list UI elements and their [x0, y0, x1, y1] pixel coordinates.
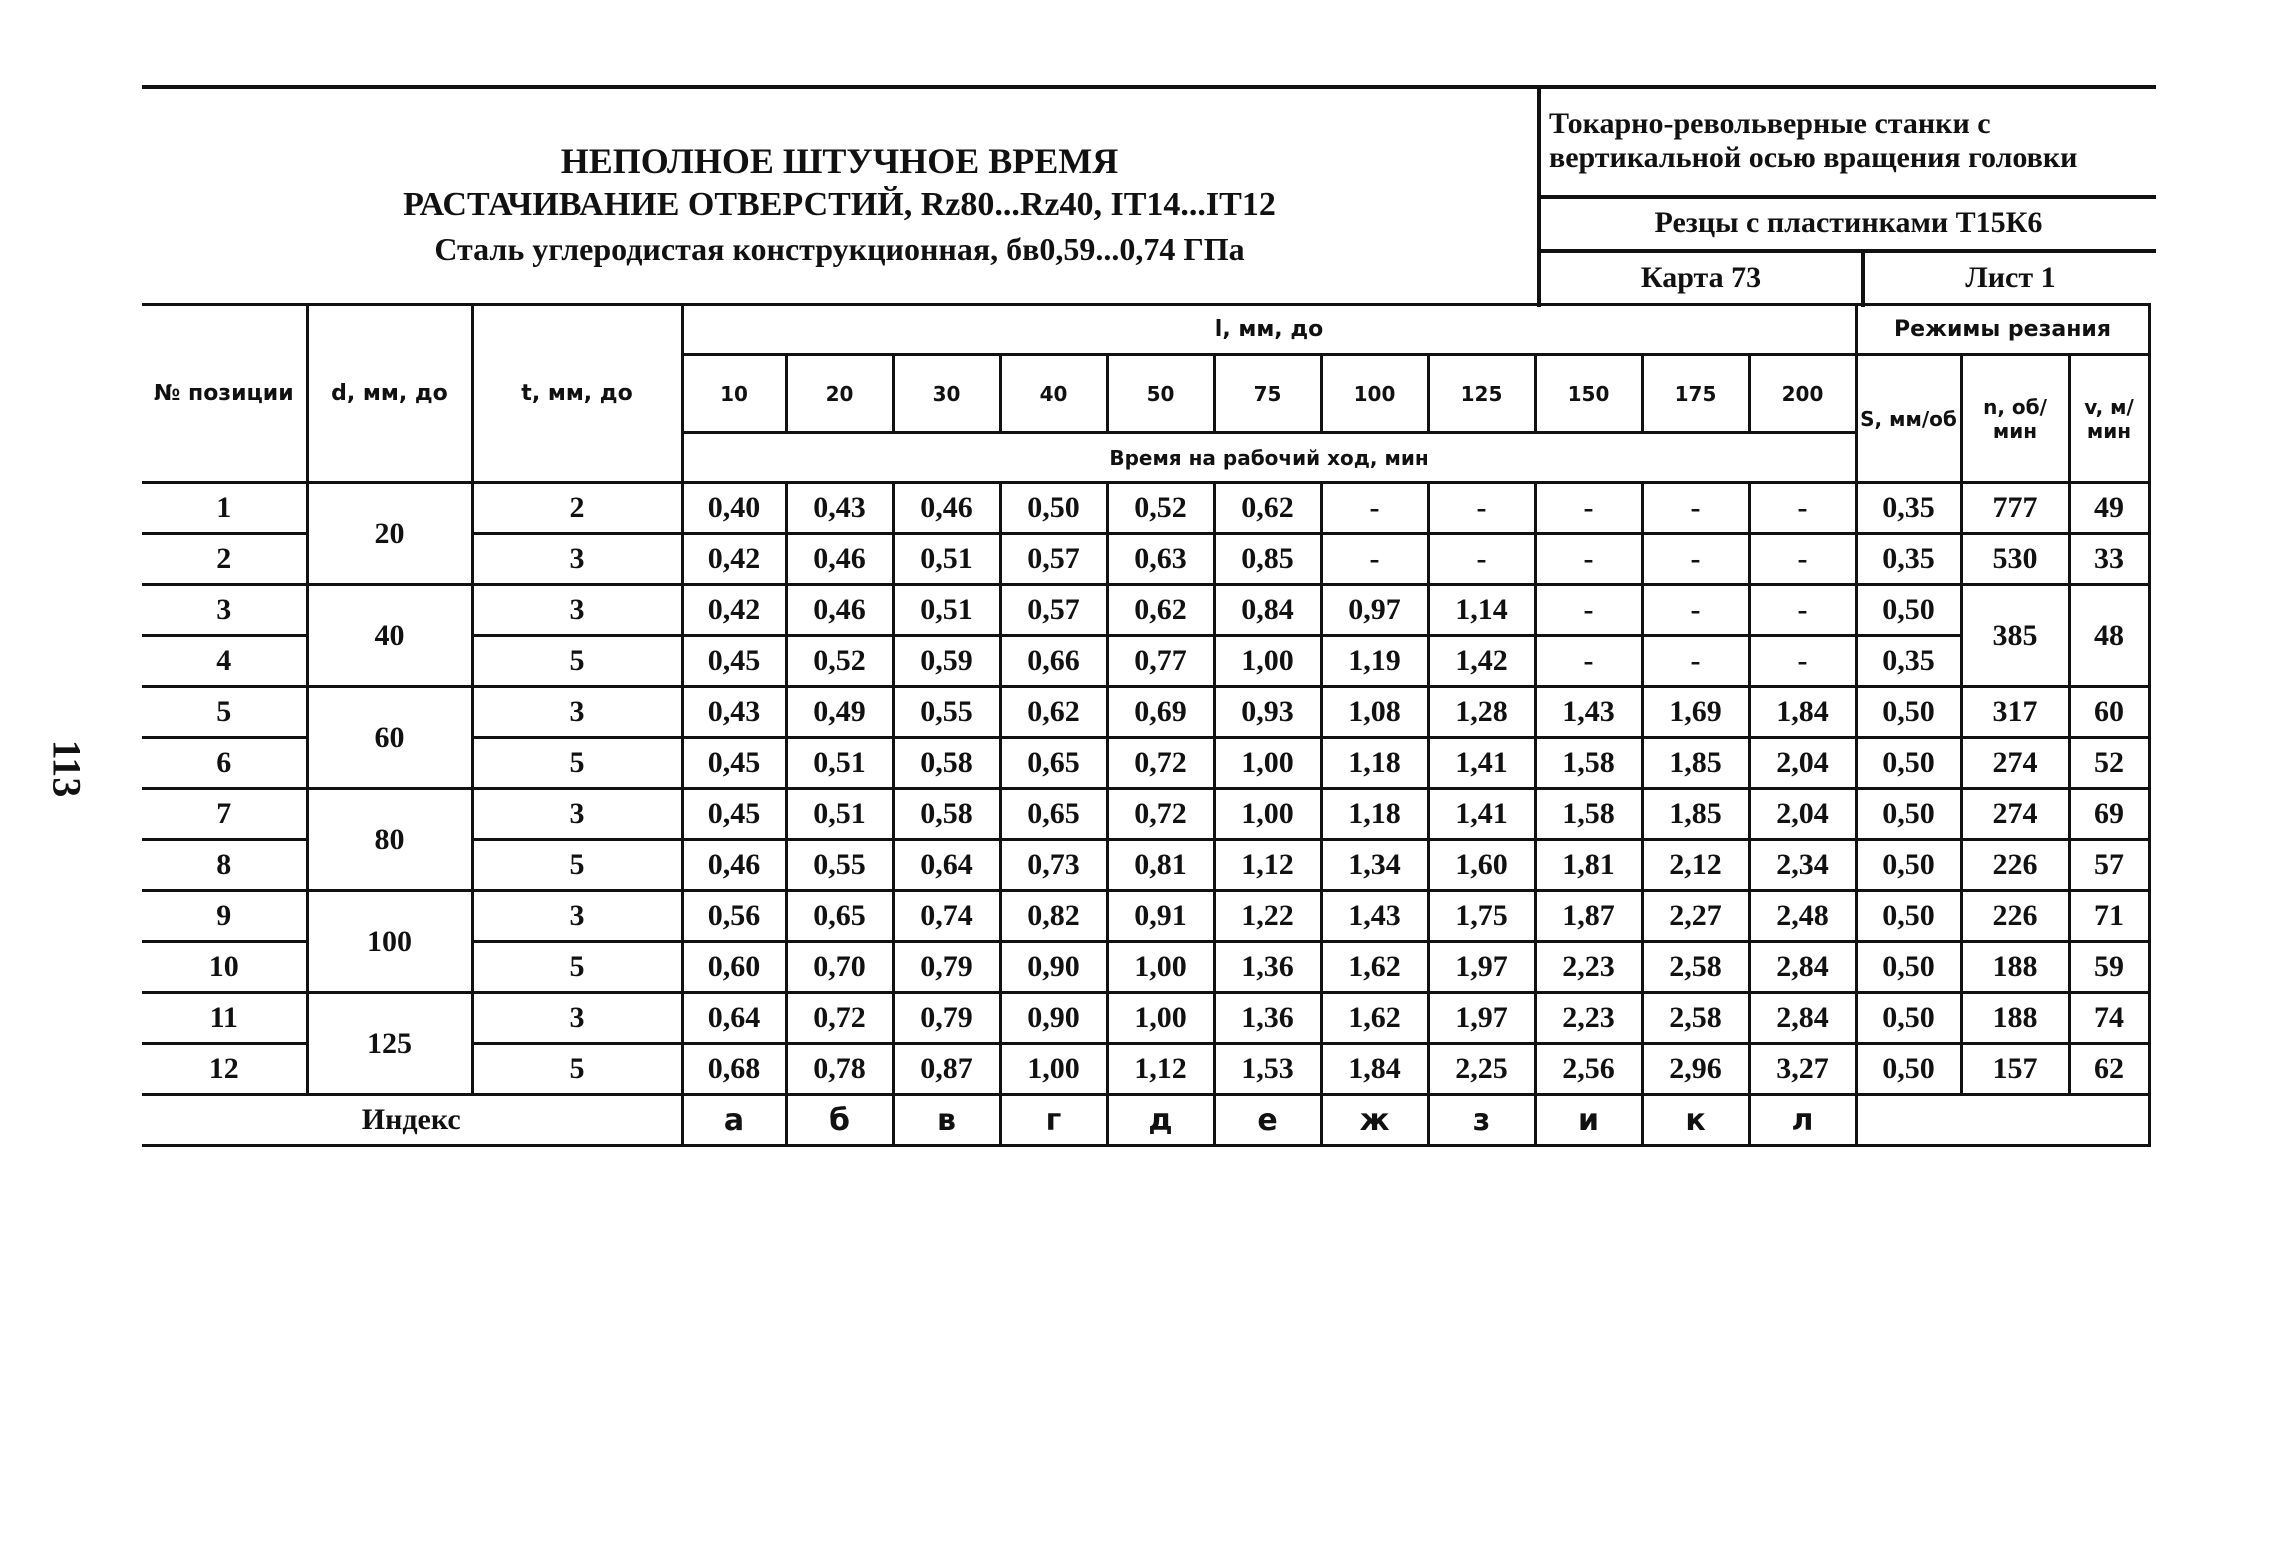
- time-cell: 2,58: [1642, 942, 1749, 993]
- time-cell: 2,27: [1642, 891, 1749, 942]
- table-row: [142, 687, 2149, 738]
- col-header-velocity: v, м/мин: [2069, 355, 2149, 483]
- time-cell: 0,74: [893, 891, 1000, 942]
- time-cell: 1,00: [1000, 1044, 1107, 1095]
- rpm-cell: 274: [1961, 738, 2069, 789]
- time-cell: 0,64: [893, 840, 1000, 891]
- time-cell: 0,97: [1321, 585, 1428, 636]
- index-cell: а: [682, 1095, 786, 1146]
- index-cell: в: [893, 1095, 1000, 1146]
- velocity-cell: 60: [2069, 687, 2149, 738]
- time-cell: 0,43: [682, 687, 786, 738]
- diameter-cell: 20: [307, 483, 472, 585]
- time-cell: 0,90: [1000, 942, 1107, 993]
- time-cell: 1,62: [1321, 942, 1428, 993]
- time-cell: 1,85: [1642, 738, 1749, 789]
- time-cell: -: [1749, 483, 1856, 534]
- feed-cell: 0,50: [1856, 738, 1961, 789]
- length-header-cell: 175: [1642, 355, 1749, 433]
- time-cell: 2,96: [1642, 1044, 1749, 1095]
- time-cell: 0,45: [682, 738, 786, 789]
- title-line-2: РАСТАЧИВАНИЕ ОТВЕРСТИЙ, Rz80...Rz40, IT14...IT12: [403, 186, 1276, 223]
- time-cell: 1,19: [1321, 636, 1428, 687]
- index-empty-cell: [1856, 1095, 2149, 1146]
- rpm-cell: 157: [1961, 1044, 2069, 1095]
- time-cell: 0,82: [1000, 891, 1107, 942]
- velocity-cell: 62: [2069, 1044, 2149, 1095]
- tool-type: Резцы с пластинками Т15К6: [1541, 199, 2156, 253]
- length-header-cell: 10: [682, 355, 786, 433]
- diameter-cell: 60: [307, 687, 472, 789]
- time-cell: 0,51: [893, 534, 1000, 585]
- time-cell: -: [1428, 534, 1535, 585]
- time-cell: 2,04: [1749, 789, 1856, 840]
- velocity-cell: 71: [2069, 891, 2149, 942]
- time-cell: 0,81: [1107, 840, 1214, 891]
- col-header-diameter: d, мм, до: [307, 305, 472, 483]
- time-cell: 0,57: [1000, 534, 1107, 585]
- position-cell: 3: [142, 585, 307, 636]
- time-cell: 0,57: [1000, 585, 1107, 636]
- card-number: Карта 73: [1541, 253, 1865, 307]
- time-cell: 1,69: [1642, 687, 1749, 738]
- time-cell: -: [1642, 585, 1749, 636]
- position-cell: 8: [142, 840, 307, 891]
- index-cell: ж: [1321, 1095, 1428, 1146]
- time-cell: 0,79: [893, 942, 1000, 993]
- position-cell: 2: [142, 534, 307, 585]
- time-cell: 2,48: [1749, 891, 1856, 942]
- time-cell: 0,78: [786, 1044, 893, 1095]
- col-header-depth: t, мм, до: [472, 305, 682, 483]
- rpm-cell: 385: [1961, 585, 2069, 687]
- index-cell: и: [1535, 1095, 1642, 1146]
- time-cell: 0,84: [1214, 585, 1321, 636]
- time-cell: 2,12: [1642, 840, 1749, 891]
- time-cell: 0,65: [1000, 789, 1107, 840]
- title-line-3: Сталь углеродистая конструкционная, бв0,59...0,74 ГПа: [434, 231, 1245, 267]
- time-cell: 0,55: [786, 840, 893, 891]
- side-info-block: [1537, 85, 2156, 307]
- index-cell: д: [1107, 1095, 1214, 1146]
- position-cell: 9: [142, 891, 307, 942]
- time-cell: 0,72: [1107, 789, 1214, 840]
- time-cell: 1,12: [1214, 840, 1321, 891]
- time-cell: 1,14: [1428, 585, 1535, 636]
- rpm-cell: 777: [1961, 483, 2069, 534]
- position-cell: 12: [142, 1044, 307, 1095]
- time-cell: 2,56: [1535, 1044, 1642, 1095]
- time-cell: 0,70: [786, 942, 893, 993]
- time-cell: 1,18: [1321, 738, 1428, 789]
- rpm-cell: 274: [1961, 789, 2069, 840]
- time-cell: 0,46: [682, 840, 786, 891]
- time-cell: 0,90: [1000, 993, 1107, 1044]
- table-row: [142, 789, 2149, 840]
- index-cell: л: [1749, 1095, 1856, 1146]
- time-cell: 0,65: [1000, 738, 1107, 789]
- velocity-cell: 69: [2069, 789, 2149, 840]
- time-cell: 1,00: [1107, 942, 1214, 993]
- time-cell: 1,43: [1535, 687, 1642, 738]
- time-cell: -: [1535, 483, 1642, 534]
- time-cell: 2,04: [1749, 738, 1856, 789]
- table-row: [142, 483, 2149, 534]
- table-row: [142, 585, 2149, 636]
- feed-cell: 0,50: [1856, 585, 1961, 636]
- time-cell: 0,72: [786, 993, 893, 1044]
- time-cell: 1,41: [1428, 789, 1535, 840]
- time-cell: 2,84: [1749, 942, 1856, 993]
- time-cell: 1,75: [1428, 891, 1535, 942]
- length-header-cell: 40: [1000, 355, 1107, 433]
- feed-cell: 0,50: [1856, 840, 1961, 891]
- feed-cell: 0,35: [1856, 636, 1961, 687]
- diameter-cell: 125: [307, 993, 472, 1095]
- position-cell: 10: [142, 942, 307, 993]
- velocity-cell: 52: [2069, 738, 2149, 789]
- page-number: 113: [44, 739, 90, 798]
- depth-cell: 3: [472, 993, 682, 1044]
- time-cell: 2,23: [1535, 993, 1642, 1044]
- time-cell: 0,62: [1000, 687, 1107, 738]
- depth-cell: 3: [472, 585, 682, 636]
- position-cell: 5: [142, 687, 307, 738]
- depth-cell: 3: [472, 534, 682, 585]
- time-cell: 0,52: [786, 636, 893, 687]
- length-header-cell: 200: [1749, 355, 1856, 433]
- time-cell: 0,79: [893, 993, 1000, 1044]
- time-cell: 0,63: [1107, 534, 1214, 585]
- time-cell: 1,00: [1107, 993, 1214, 1044]
- feed-cell: 0,50: [1856, 891, 1961, 942]
- length-header-cell: 100: [1321, 355, 1428, 433]
- time-cell: -: [1428, 483, 1535, 534]
- time-cell: -: [1642, 534, 1749, 585]
- time-cell: 0,65: [786, 891, 893, 942]
- time-cell: -: [1535, 636, 1642, 687]
- time-cell: 2,84: [1749, 993, 1856, 1044]
- time-cell: 1,36: [1214, 942, 1321, 993]
- time-cell: 0,59: [893, 636, 1000, 687]
- time-cell: 1,58: [1535, 789, 1642, 840]
- time-cell: 1,53: [1214, 1044, 1321, 1095]
- col-header-length: l, мм, до: [682, 305, 1856, 355]
- table-row: [142, 891, 2149, 942]
- col-header-feed: S, мм/об: [1856, 355, 1961, 483]
- length-header-cell: 50: [1107, 355, 1214, 433]
- diameter-cell: 80: [307, 789, 472, 891]
- time-cell: 0,68: [682, 1044, 786, 1095]
- time-cell: -: [1749, 534, 1856, 585]
- diameter-cell: 40: [307, 585, 472, 687]
- time-cell: 0,66: [1000, 636, 1107, 687]
- time-cell: 0,64: [682, 993, 786, 1044]
- time-cell: 3,27: [1749, 1044, 1856, 1095]
- machine-type: Токарно-револьверные станки с вертикальной осью вращения головки: [1541, 89, 2156, 199]
- time-cell: 0,56: [682, 891, 786, 942]
- time-cell: -: [1535, 534, 1642, 585]
- feed-cell: 0,35: [1856, 483, 1961, 534]
- title-line-1: НЕПОЛНОЕ ШТУЧНОЕ ВРЕМЯ: [560, 141, 1119, 181]
- position-cell: 7: [142, 789, 307, 840]
- rpm-cell: 226: [1961, 891, 2069, 942]
- col-header-position: № позиции: [142, 305, 307, 483]
- diameter-cell: 100: [307, 891, 472, 993]
- position-cell: 4: [142, 636, 307, 687]
- document-header: [142, 85, 2152, 303]
- col-header-speed-rpm: n, об/мин: [1961, 355, 2069, 483]
- time-cell: 0,87: [893, 1044, 1000, 1095]
- time-cell: -: [1749, 585, 1856, 636]
- time-cell: 0,51: [786, 738, 893, 789]
- time-cell: 0,42: [682, 585, 786, 636]
- velocity-cell: 48: [2069, 585, 2149, 687]
- time-cell: 0,91: [1107, 891, 1214, 942]
- time-cell: 0,85: [1214, 534, 1321, 585]
- time-cell: -: [1642, 483, 1749, 534]
- time-cell: 0,51: [893, 585, 1000, 636]
- depth-cell: 5: [472, 1044, 682, 1095]
- index-cell: г: [1000, 1095, 1107, 1146]
- rpm-cell: 188: [1961, 993, 2069, 1044]
- length-header-cell: 150: [1535, 355, 1642, 433]
- rpm-cell: 530: [1961, 534, 2069, 585]
- time-cell: 2,58: [1642, 993, 1749, 1044]
- time-cell: 2,25: [1428, 1044, 1535, 1095]
- time-cell: 1,00: [1214, 738, 1321, 789]
- time-cell: 1,85: [1642, 789, 1749, 840]
- time-cell: 0,60: [682, 942, 786, 993]
- index-cell: з: [1428, 1095, 1535, 1146]
- rpm-cell: 188: [1961, 942, 2069, 993]
- index-cell: б: [786, 1095, 893, 1146]
- sheet-number: Лист 1: [1965, 261, 2056, 294]
- time-cell: 1,97: [1428, 942, 1535, 993]
- rpm-cell: 226: [1961, 840, 2069, 891]
- depth-cell: 5: [472, 942, 682, 993]
- title-block: [142, 85, 1537, 307]
- time-cell: 1,18: [1321, 789, 1428, 840]
- time-cell: 0,77: [1107, 636, 1214, 687]
- time-cell: 0,55: [893, 687, 1000, 738]
- time-cell: 0,72: [1107, 738, 1214, 789]
- feed-cell: 0,50: [1856, 993, 1961, 1044]
- time-cell: 0,62: [1107, 585, 1214, 636]
- time-cell: 1,12: [1107, 1044, 1214, 1095]
- velocity-cell: 57: [2069, 840, 2149, 891]
- length-header-cell: 20: [786, 355, 893, 433]
- position-cell: 6: [142, 738, 307, 789]
- time-cell: 0,46: [893, 483, 1000, 534]
- time-cell: 0,51: [786, 789, 893, 840]
- length-header-cell: 30: [893, 355, 1000, 433]
- velocity-cell: 49: [2069, 483, 2149, 534]
- position-cell: 1: [142, 483, 307, 534]
- time-cell: -: [1642, 636, 1749, 687]
- index-label: Индекс: [142, 1095, 682, 1146]
- time-cell: -: [1749, 636, 1856, 687]
- time-cell: 1,28: [1428, 687, 1535, 738]
- time-cell: 0,46: [786, 585, 893, 636]
- feed-cell: 0,50: [1856, 687, 1961, 738]
- time-norm-table: [142, 303, 2151, 1147]
- velocity-cell: 74: [2069, 993, 2149, 1044]
- time-cell: 0,50: [1000, 483, 1107, 534]
- table-row: [142, 993, 2149, 1044]
- time-cell: 1,62: [1321, 993, 1428, 1044]
- time-cell: 1,42: [1428, 636, 1535, 687]
- depth-cell: 3: [472, 687, 682, 738]
- time-cell: 0,73: [1000, 840, 1107, 891]
- time-cell: 1,34: [1321, 840, 1428, 891]
- feed-cell: 0,35: [1856, 534, 1961, 585]
- time-cell: 1,08: [1321, 687, 1428, 738]
- index-cell: к: [1642, 1095, 1749, 1146]
- depth-cell: 5: [472, 840, 682, 891]
- time-cell: 0,93: [1214, 687, 1321, 738]
- time-cell: 0,49: [786, 687, 893, 738]
- time-cell: 2,23: [1535, 942, 1642, 993]
- time-cell: 1,41: [1428, 738, 1535, 789]
- time-cell: 0,58: [893, 738, 1000, 789]
- time-cell: 0,62: [1214, 483, 1321, 534]
- time-cell: 0,43: [786, 483, 893, 534]
- time-cell: 0,42: [682, 534, 786, 585]
- time-cell: 1,81: [1535, 840, 1642, 891]
- time-cell: 1,97: [1428, 993, 1535, 1044]
- time-cell: 1,84: [1749, 687, 1856, 738]
- length-header-cell: 75: [1214, 355, 1321, 433]
- position-cell: 11: [142, 993, 307, 1044]
- length-header-cell: 125: [1428, 355, 1535, 433]
- time-cell: 0,45: [682, 789, 786, 840]
- time-cell: 1,43: [1321, 891, 1428, 942]
- feed-cell: 0,50: [1856, 1044, 1961, 1095]
- index-cell: е: [1214, 1095, 1321, 1146]
- velocity-cell: 59: [2069, 942, 2149, 993]
- col-header-cutting-modes: Режимы резания: [1856, 305, 2149, 355]
- time-cell: 0,58: [893, 789, 1000, 840]
- time-cell: 1,84: [1321, 1044, 1428, 1095]
- time-cell: -: [1535, 585, 1642, 636]
- time-cell: -: [1321, 483, 1428, 534]
- time-cell: 1,36: [1214, 993, 1321, 1044]
- velocity-cell: 33: [2069, 534, 2149, 585]
- depth-cell: 3: [472, 789, 682, 840]
- time-cell: 0,69: [1107, 687, 1214, 738]
- time-cell: 1,87: [1535, 891, 1642, 942]
- time-cell: 2,34: [1749, 840, 1856, 891]
- time-cell: 0,52: [1107, 483, 1214, 534]
- depth-cell: 5: [472, 738, 682, 789]
- feed-cell: 0,50: [1856, 789, 1961, 840]
- depth-cell: 2: [472, 483, 682, 534]
- time-cell: 1,22: [1214, 891, 1321, 942]
- time-cell: 0,40: [682, 483, 786, 534]
- time-cell: 1,00: [1214, 636, 1321, 687]
- depth-cell: 5: [472, 636, 682, 687]
- time-cell: 1,00: [1214, 789, 1321, 840]
- time-cell: 1,60: [1428, 840, 1535, 891]
- time-cell: -: [1321, 534, 1428, 585]
- depth-cell: 3: [472, 891, 682, 942]
- col-header-time: Время на рабочий ход, мин: [682, 433, 1856, 483]
- time-cell: 0,45: [682, 636, 786, 687]
- time-cell: 1,58: [1535, 738, 1642, 789]
- index-row: [142, 1095, 2149, 1146]
- rpm-cell: 317: [1961, 687, 2069, 738]
- time-cell: 0,46: [786, 534, 893, 585]
- feed-cell: 0,50: [1856, 942, 1961, 993]
